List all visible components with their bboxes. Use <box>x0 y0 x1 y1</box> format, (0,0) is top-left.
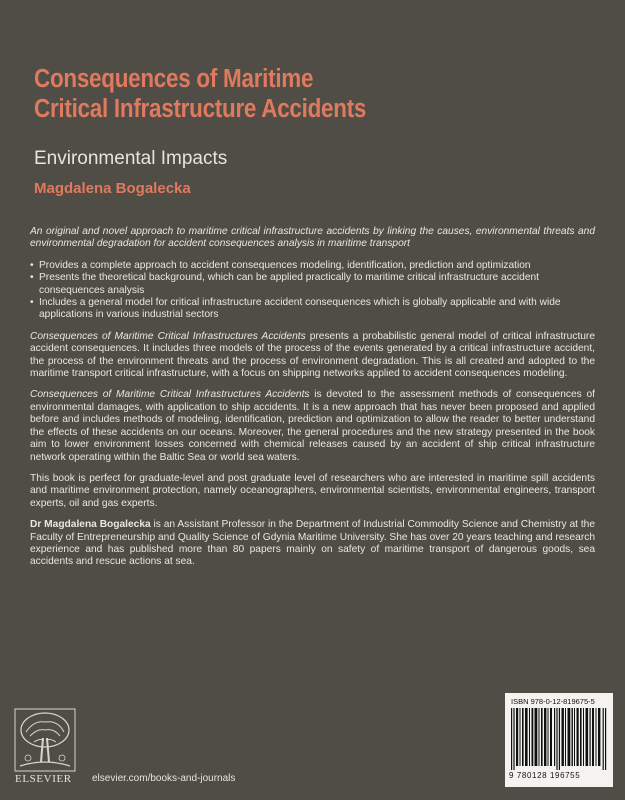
paragraph-overview: Consequences of Maritime Critical Infrastructures Accidents presents a probabilistic general model of critical infrastructure accident consequences. It includes three models of the process of the events generated by a critical infrastructure accident, the process of the environment threats and the process of environment degradation. This is all created and adopted to the maritime transport critical infrastructure, with a focus on shipping networks applied to accident consequences modeling. <box>30 330 595 380</box>
feature-item: • Presents the theoretical background, which can be applied practically to maritime critical infrastructure accident consequences analysis <box>30 272 539 296</box>
isbn-number: ISBN 978-0-12-819675-5 <box>511 697 595 706</box>
feature-list <box>30 260 595 322</box>
feature-item: • Provides a complete approach to accident consequences modeling, identification, prediction and optimization <box>30 259 531 271</box>
isbn-barcode <box>505 693 613 787</box>
elsevier-tree-logo-icon <box>14 708 76 772</box>
book-title-reference: Consequences of Maritime Critical Infrastructures Accidents <box>30 330 306 342</box>
feature-text: Includes a general model for critical infrastructure accident consequences which is globally applicable and with wide applications in various industrial sectors <box>39 297 561 321</box>
title-line-1: Consequences of Maritime <box>34 65 314 93</box>
author-bio-name: Dr Magdalena Bogalecka <box>30 519 151 531</box>
publisher-url[interactable]: elsevier.com/books-and-journals <box>92 773 236 784</box>
book-title-reference: Consequences of Maritime Critical Infrastructures Accidents <box>30 389 310 401</box>
barcode-icon <box>511 708 607 770</box>
description <box>30 226 595 578</box>
author-bio: Dr Magdalena Bogalecka is an Assistant Professor in the Department of Industrial Commodity Science and Chemistry at the Faculty of Entrepreneurship and Quality Science of Gdynia Maritime University. She has over 20 years teaching and research experience and has published more than 80 papers mainly on safety of maritime transport of dangerous goods, sea accidents and rescue actions at sea. <box>30 519 596 568</box>
paragraph-approach: Consequences of Maritime Critical Infrastructures Accidents is devoted to the assessment methods of consequences of environmental damages, with application to ship accidents. It is a new approach that has never been proposed and applied before and includes methods of modeling, identification, prediction and optimization to allow the reader to better understand the effects of these accidents on our oceans. Moreover, the general procedures and the new strategy presented in the book aim to lower environment losses concerned with chemical releases caused by an accident of ship critical infrastructure network operating within the Baltic Sea or world sea waters. <box>30 389 595 463</box>
feature-text: Provides a complete approach to accident consequences modeling, identification, prediction and optimization <box>39 259 531 271</box>
tagline: An original and novel approach to maritime critical infrastructure accidents by linking the causes, environmental threats and environmental degradation for accident consequences analysis in maritime transport <box>30 226 595 250</box>
book-subtitle: Environmental Impacts <box>34 148 228 169</box>
book-title <box>34 64 536 124</box>
feature-item: • Includes a general model for critical infrastructure accident consequences which is globally applicable and with wide applications in various industrial sectors <box>30 297 561 321</box>
publisher-name: ELSEVIER <box>15 773 72 785</box>
feature-text: Presents the theoretical background, which can be applied practically to maritime critical infrastructure accident consequences analysis <box>39 272 539 296</box>
title-line-2: Critical Infrastructure Accidents <box>34 95 367 123</box>
barcode-digits: 9 780128 196755 <box>509 771 581 780</box>
paragraph-audience: This book is perfect for graduate-level and post graduate level of researchers who are interested in maritime spill accidents and maritime environment protection, namely oceanographers, environmental scientists, environmental engineers, transport experts, oil and gas experts. <box>30 472 595 509</box>
author-name: Magdalena Bogalecka <box>34 180 191 197</box>
